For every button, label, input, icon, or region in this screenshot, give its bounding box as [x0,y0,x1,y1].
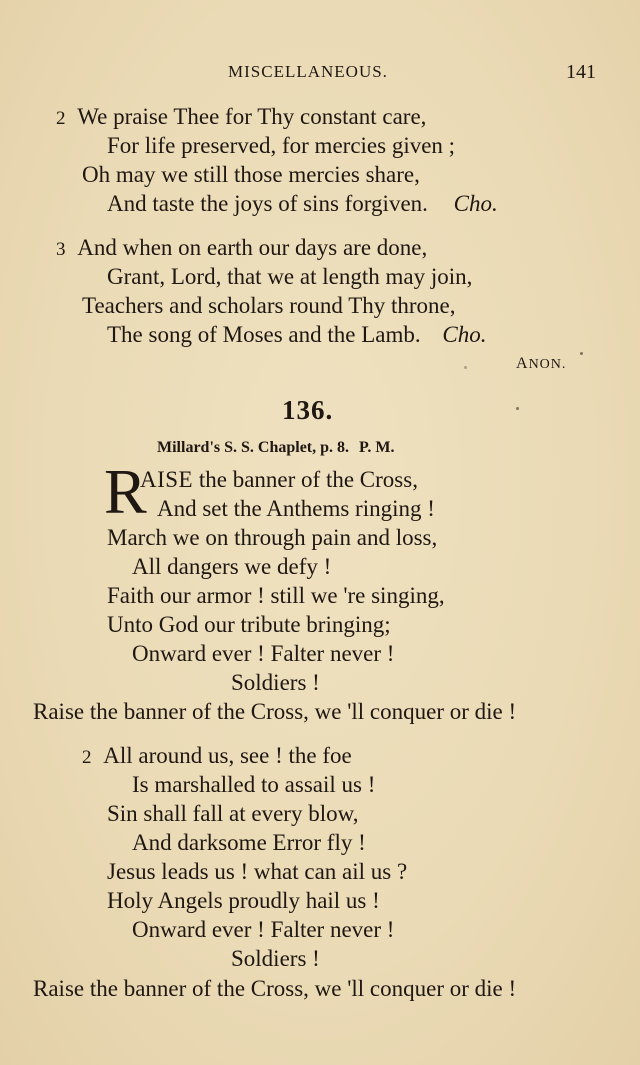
verse1-line-3: March we on through pain and loss, [107,525,438,550]
attribution-rest: NON. [528,357,567,372]
page-header [0,58,640,86]
verse-number: 3 [56,239,66,260]
author-attribution [516,353,566,376]
tune-source-line [157,436,394,460]
verse-text: And taste the joys of sins forgiven. [107,191,428,216]
prev-verse3-line-2: Grant, Lord, that we at length may join, [107,264,473,289]
verse2-line-8: Soldiers ! [231,946,320,971]
verse2-line-2: Is marshalled to assail us ! [132,772,376,797]
prev-verse2-line-2: For life preserved, for mercies given ; [107,133,456,158]
verse1-line-4: All dangers we defy ! [132,554,332,579]
drop-cap: R [104,464,147,522]
verse2-line-1 [82,742,352,772]
verse1-line-6: Unto God our tribute bringing; [107,612,391,637]
first-word-rest: AISE [140,467,194,492]
verse1-line-5: Faith our armor ! still we 're singing, [107,583,445,608]
chorus-mark: Cho. [442,322,487,347]
prev-verse2-line-1 [56,103,426,133]
verse1-line-7: Onward ever ! Falter never ! [132,641,395,666]
verse2-line-5: Jesus leads us ! what can ail us ? [107,859,408,884]
prev-verse2-line-3: Oh may we still those mercies share, [82,162,420,187]
verse2-line-6: Holy Angels proudly hail us ! [107,888,380,913]
verse-number: 2 [82,747,92,768]
running-head: MISCELLANEOUS. [228,62,388,81]
attribution-initial: A [516,355,529,372]
verse1-line-8: Soldiers ! [231,670,320,695]
verse1-line-2: And set the Anthems ringing ! [157,496,435,521]
print-speck [516,407,519,410]
verse2-line-3: Sin shall fall at every blow, [107,801,359,826]
print-speck [580,352,583,355]
verse2-line-7: Onward ever ! Falter never ! [132,917,395,942]
verse-number: 2 [56,108,66,129]
verse-text: the banner of the Cross, [198,467,418,492]
prev-verse3-line-4 [107,321,486,349]
hymn-number: 136. [282,395,334,425]
print-speck [464,366,467,369]
verse1-line-1 [140,466,418,494]
chorus-mark: Cho. [453,191,498,216]
meter: P. M. [359,439,395,456]
verse-text: And when on earth our days are done, [77,235,428,260]
verse1-refrain: Raise the banner of the Cross, we 'll conquer or die ! [33,699,517,724]
verse2-refrain: Raise the banner of the Cross, we 'll conquer or die ! [33,976,517,1001]
prev-verse3-line-3: Teachers and scholars round Thy throne, [82,293,456,318]
tune-source: Millard's S. S. Chaplet, p. 8. [157,439,350,456]
prev-verse3-line-1 [56,234,427,264]
prev-verse2-line-4 [107,190,498,218]
verse2-line-4: And darksome Error fly ! [132,830,366,855]
verse-text: The song of Moses and the Lamb. [107,322,421,347]
verse-text: We praise Thee for Thy constant care, [77,104,427,129]
verse-text: All around us, see ! the foe [103,743,352,768]
page-number: 141 [566,61,596,83]
